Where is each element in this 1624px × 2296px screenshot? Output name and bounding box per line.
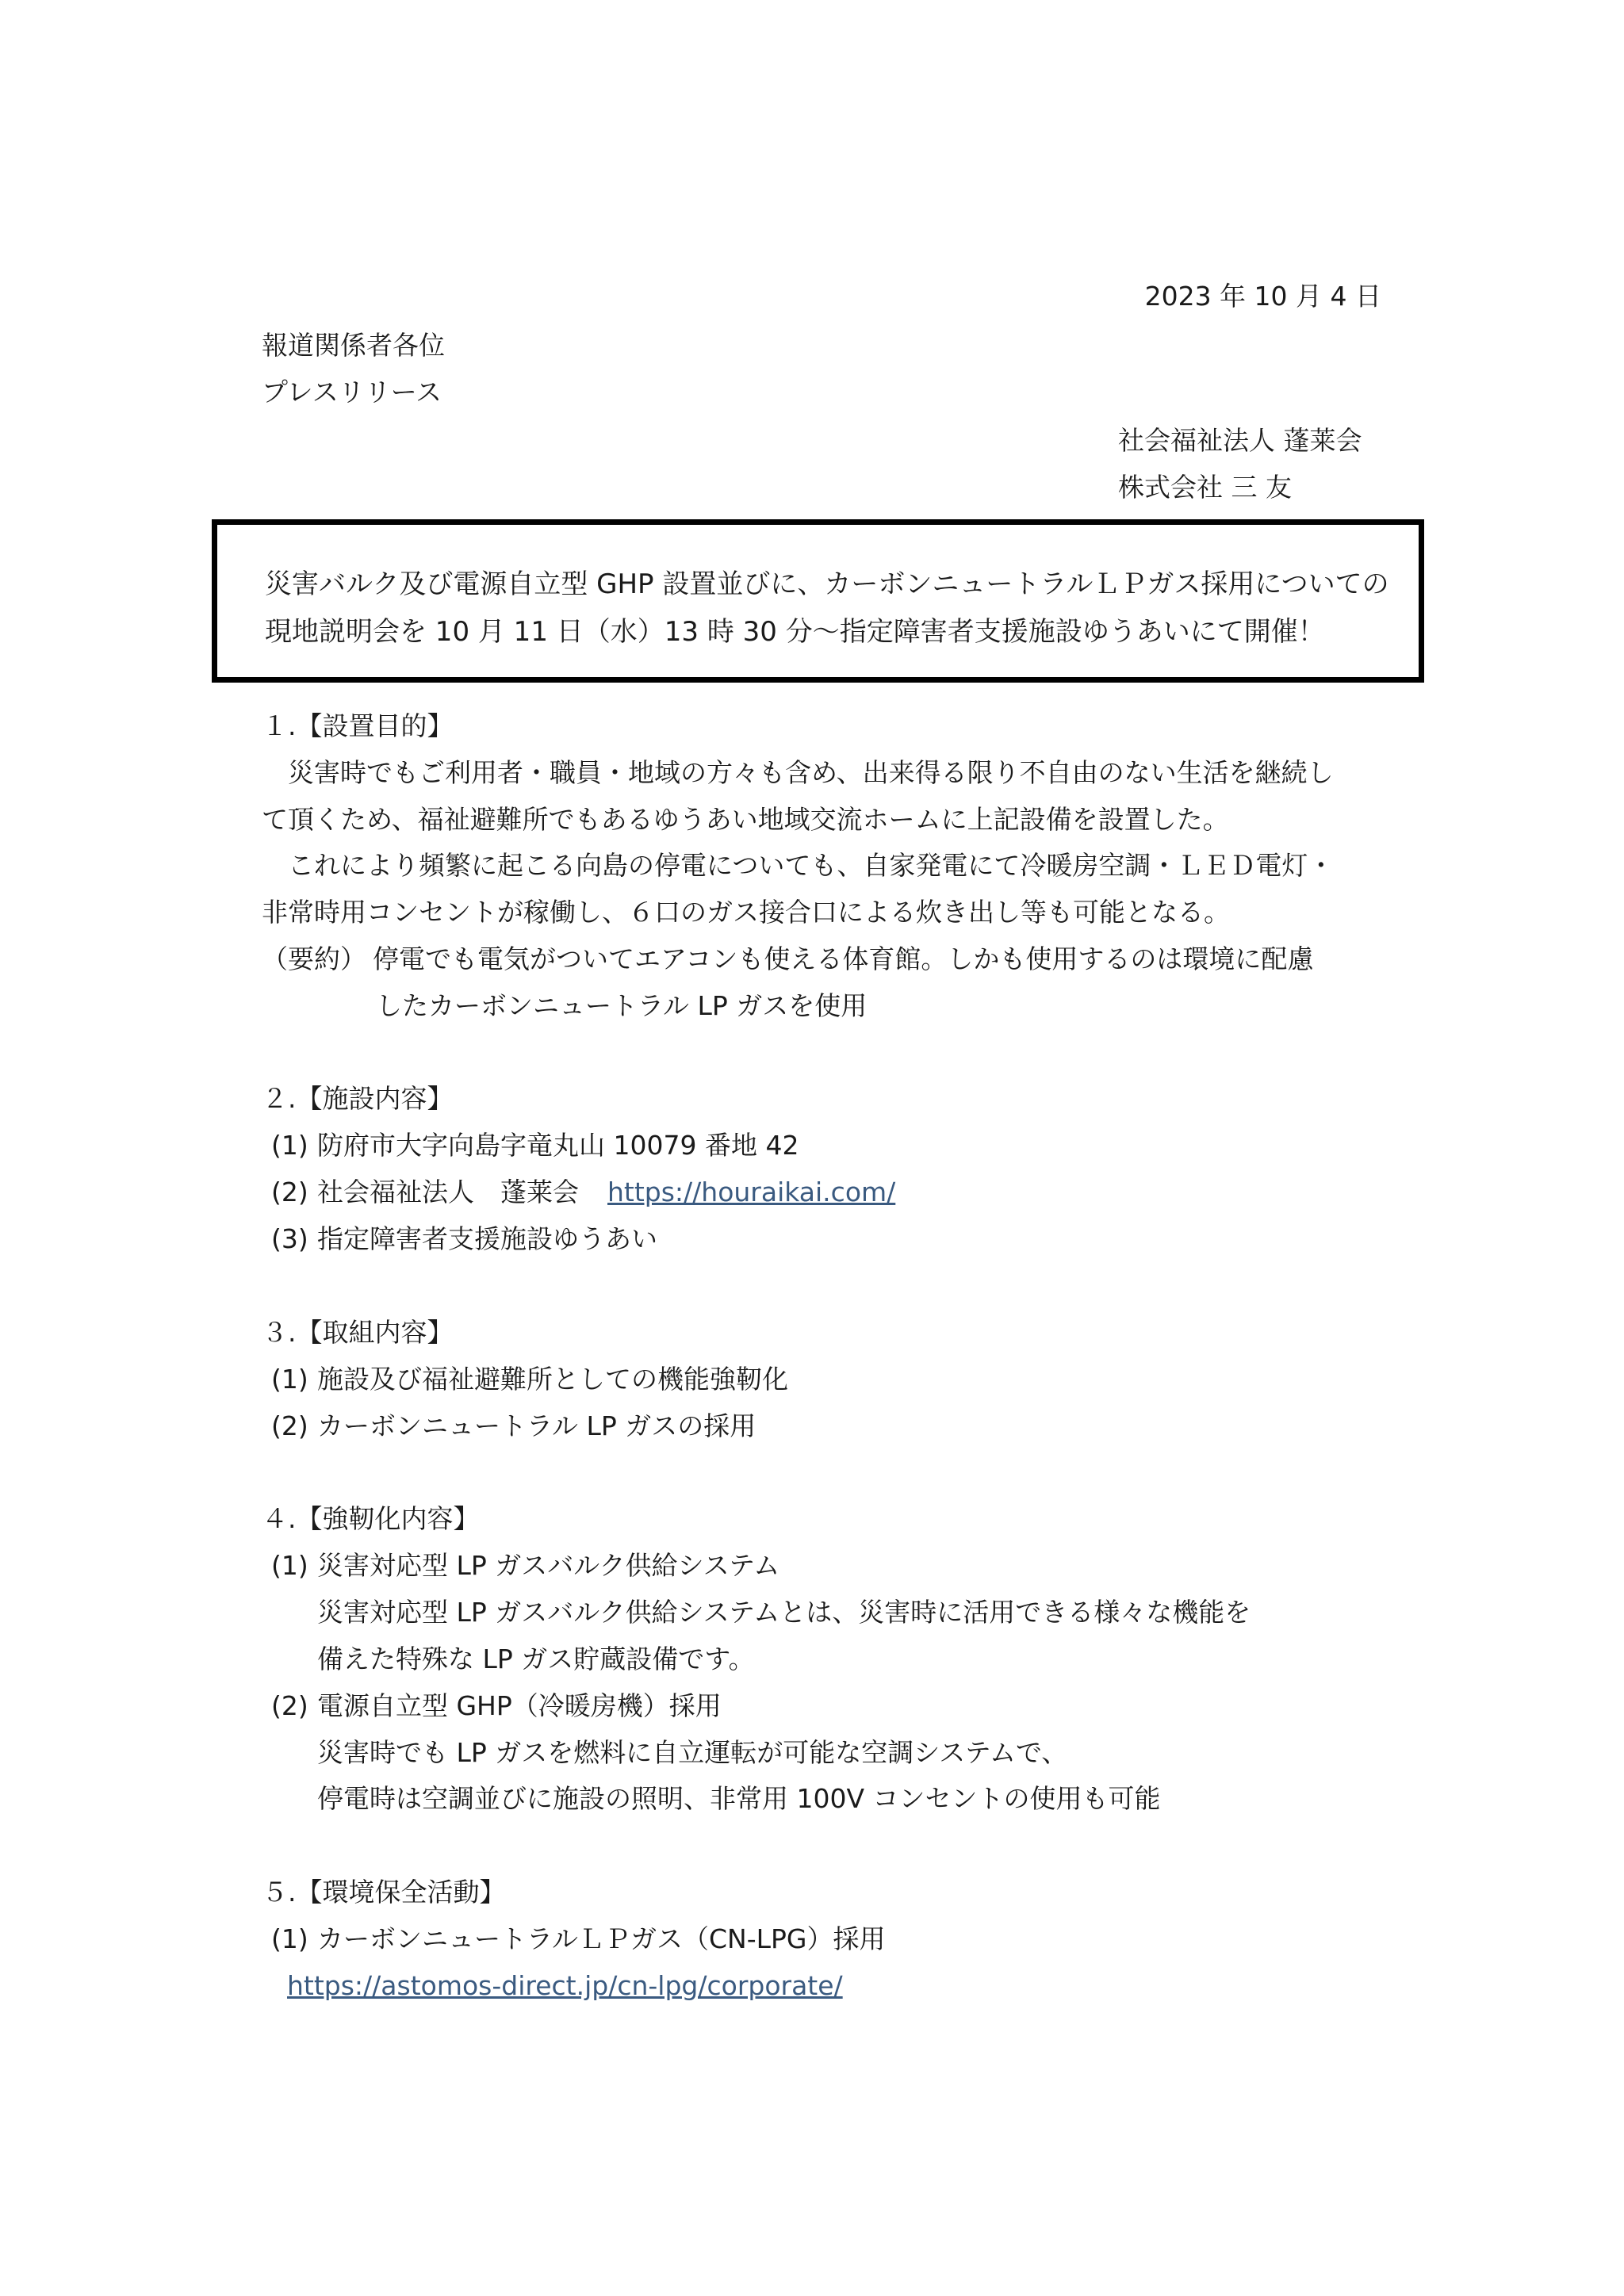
headline-line-2: 現地説明会を 10 月 11 日（水）13 時 30 分～指定障害者支援施設ゆうあいにて開催！ [265, 616, 1325, 648]
section-3-item-2 [271, 1409, 756, 1444]
section-2-item-2-text: 社会福祉法人 蓬莱会 [317, 1177, 579, 1207]
sender-company: 株式会社 三 友 [1118, 472, 1292, 503]
section-1-para-2-line-1: これにより頻繁に起こる向島の停電についても、自家発電にて冷暖房空調・ＬＥＤ電灯・ [262, 850, 1335, 881]
section-2-item-3-num: (3) [271, 1223, 308, 1254]
section-2-heading: ２.【施設内容】 [262, 1083, 454, 1114]
section-4-item-1 [271, 1548, 779, 1583]
section-4-item-1-desc-2: 備えた特殊な LP ガス貯蔵設備です。 [317, 1644, 755, 1674]
section-1-para-1-line-1: 災害時でもご利用者・職員・地域の方々も含め、出来得る限り不自由のない生活を継続し [262, 757, 1334, 788]
section-1-para-2-line-2: 非常時用コンセントが稼働し、６口のガス接合口による炊き出し等も可能となる。 [262, 897, 1230, 928]
section-2-item-2 [271, 1175, 895, 1210]
section-2-item-2-num: (2) [271, 1177, 308, 1207]
section-2-item-1-num: (1) [271, 1130, 308, 1161]
section-4-heading: ４.【強靭化内容】 [262, 1503, 480, 1534]
release-date: 2023 年 10 月 4 日 [1144, 281, 1381, 312]
section-4-item-2-desc-1: 災害時でも LP ガスを燃料に自立運転が可能な空調システムで、 [317, 1737, 1068, 1768]
section-2-item-3-text: 指定障害者支援施設ゆうあい [317, 1223, 657, 1254]
section-4-item-2-desc-2: 停電時は空調並びに施設の照明、非常用 100V コンセントの使用も可能 [317, 1783, 1161, 1814]
headline-box [212, 519, 1424, 683]
section-4-item-2-num: (2) [271, 1690, 308, 1721]
section-5-item-1-num: (1) [271, 1923, 308, 1954]
section-2-item-1-text: 防府市大字向島字竜丸山 10079 番地 42 [317, 1130, 799, 1161]
section-5-item-1-link-line [287, 1969, 843, 2003]
astomos-link[interactable]: https://astomos-direct.jp/cn-lpg/corporate/ [287, 1970, 843, 2001]
sender-organization: 社会福祉法人 蓬莱会 [1118, 425, 1362, 456]
section-1-summary-line-2: したカーボンニュートラル LP ガスを使用 [376, 990, 868, 1021]
section-2-item-3 [271, 1222, 657, 1257]
section-4-item-2 [271, 1689, 722, 1724]
section-5-heading: ５.【環境保全活動】 [262, 1877, 506, 1908]
section-3-item-2-text: カーボンニュートラル LP ガスの採用 [317, 1410, 756, 1441]
recipient-line-release: プレスリリース [262, 377, 442, 408]
section-4-item-1-desc-1: 災害対応型 LP ガスバルク供給システムとは、災害時に活用できる様々な機能を [317, 1597, 1251, 1628]
recipient-line-press: 報道関係者各位 [262, 330, 445, 361]
section-5-item-1 [271, 1922, 886, 1957]
section-2-item-1 [271, 1128, 799, 1163]
headline-line-1: 災害バルク及び電源自立型 GHP 設置並びに、カーボンニュートラルＬＰガス採用についての [265, 568, 1389, 600]
section-3-item-2-num: (2) [271, 1410, 308, 1441]
section-1-para-1-line-2: て頂くため、福祉避難所でもあるゆうあい地域交流ホームに上記設備を設置した。 [262, 804, 1229, 835]
section-1-summary-label: （要約） [262, 943, 366, 974]
section-3-item-1-num: (1) [271, 1364, 308, 1395]
section-3-heading: ３.【取組内容】 [262, 1317, 454, 1348]
section-1-summary-line-1: 停電でも電気がついてエアコンも使える体育館。しかも使用するのは環境に配慮 [373, 943, 1314, 974]
section-1-heading: １.【設置目的】 [262, 710, 454, 741]
section-3-item-1 [271, 1362, 788, 1397]
section-4-item-2-text: 電源自立型 GHP（冷暖房機）採用 [317, 1690, 722, 1721]
section-4-item-1-text: 災害対応型 LP ガスバルク供給システム [317, 1550, 780, 1581]
section-5-item-1-text: カーボンニュートラルＬＰガス（CN-LPG）採用 [317, 1923, 886, 1954]
houraikai-link[interactable]: https://houraikai.com/ [607, 1177, 896, 1207]
section-4-item-1-num: (1) [271, 1550, 308, 1581]
section-3-item-1-text: 施設及び福祉避難所としての機能強靭化 [317, 1364, 788, 1395]
